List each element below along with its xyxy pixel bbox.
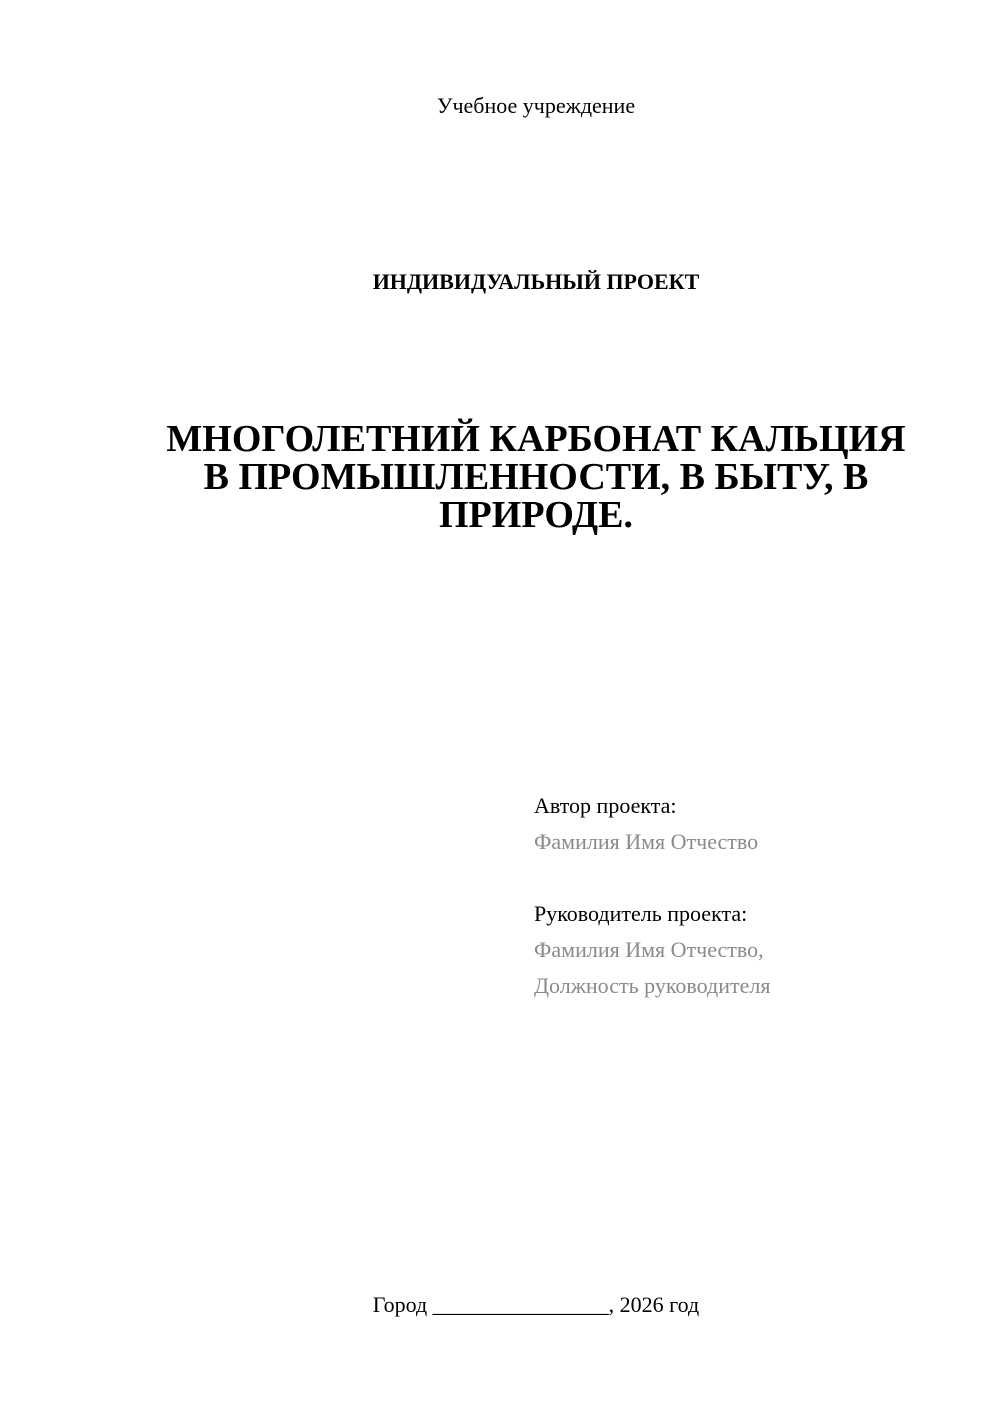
- project-title-line-2: В ПРОМЫШЛЕННОСТИ, В БЫТУ, В: [203, 456, 869, 498]
- authors-block: [534, 788, 974, 1004]
- author-label: Автор проекта:: [534, 793, 677, 818]
- project-type-heading: ИНДИВИДУАЛЬНЫЙ ПРОЕКТ: [372, 269, 700, 294]
- project-title-line-1: МНОГОЛЕТНИЙ КАРБОНАТ КАЛЬЦИЯ: [166, 418, 906, 460]
- institution-name: Учебное учреждение: [436, 93, 636, 118]
- supervisor-label: Руководитель проекта:: [534, 901, 748, 926]
- supervisor-position: Должность руководителя: [534, 973, 771, 998]
- spacer: [534, 860, 974, 896]
- city-year-line: Город ________________, 2026 год: [372, 1292, 700, 1317]
- author-name: Фамилия Имя Отчество: [534, 829, 759, 854]
- project-title-line-3: ПРИРОДЕ.: [439, 494, 633, 536]
- project-title: [150, 420, 922, 534]
- supervisor-name: Фамилия Имя Отчество,: [534, 937, 764, 962]
